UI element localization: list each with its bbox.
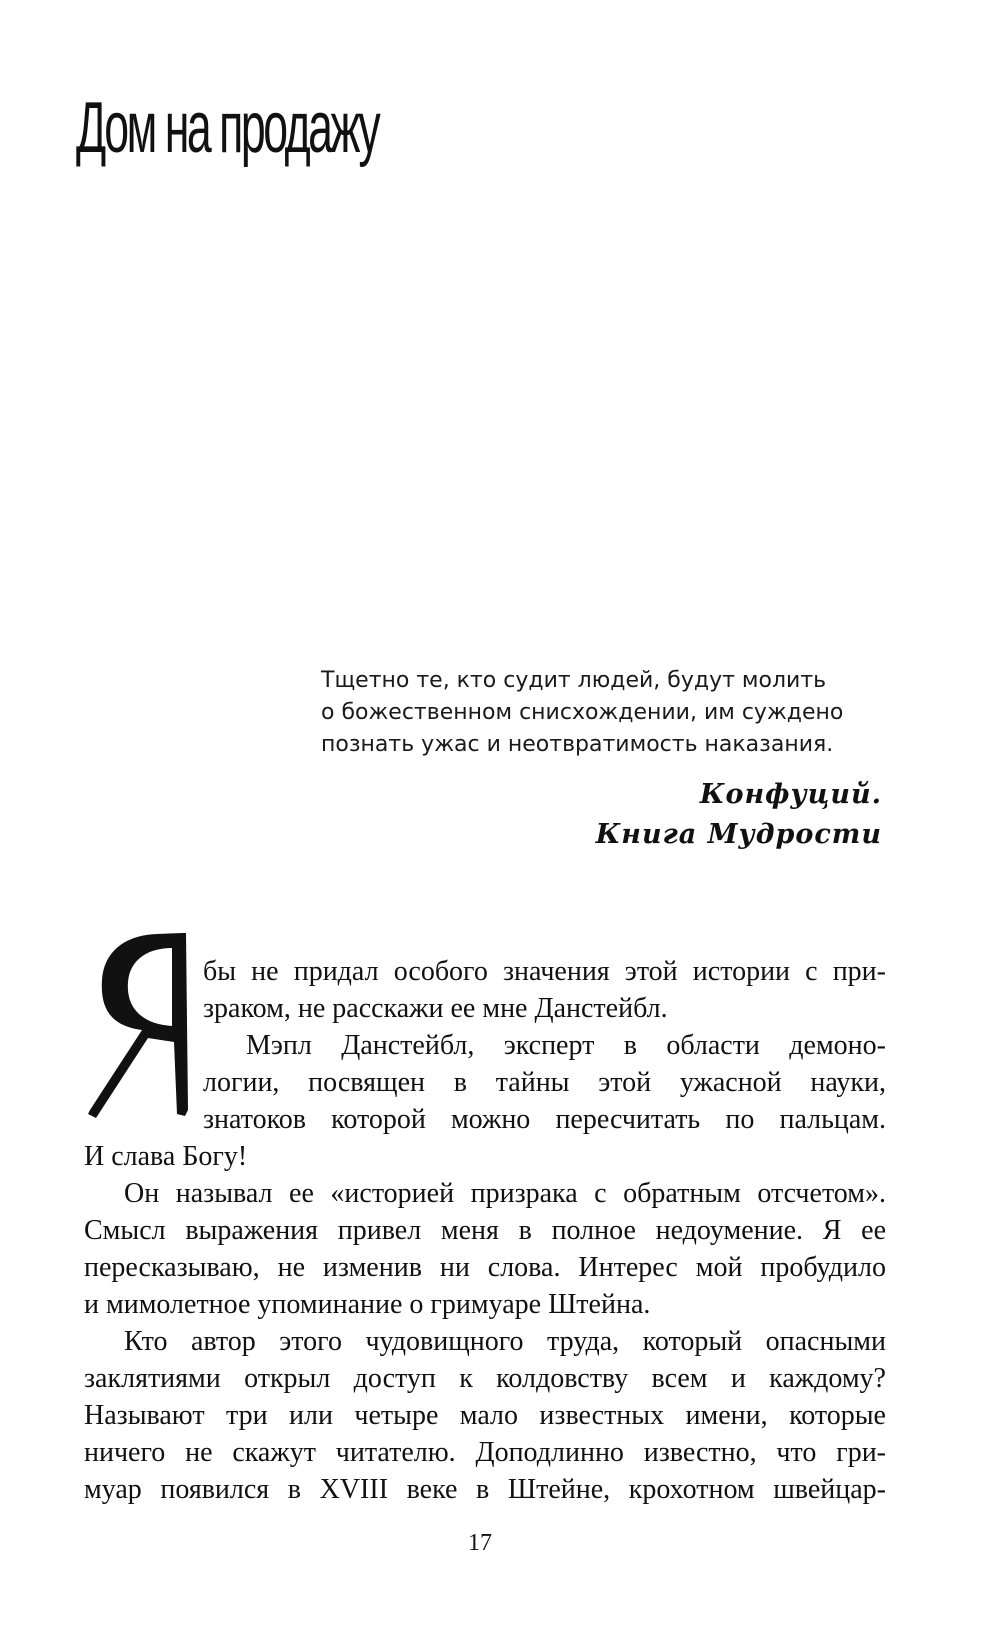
epigraph-line: Тщетно те, кто судит людей, будут молить [321,668,827,693]
text-line: заклятиями открыл доступ к колдовству всем и каждому? [84,1363,886,1394]
text-line: И слава Богу! [84,1141,248,1172]
text-line: бы не придал особого значения этой истории с при- [203,956,886,987]
text-line: Называют три или четыре мало известных имени, которые [84,1400,886,1431]
chapter-title: Дом на продажу [76,88,379,168]
text-line: Кто автор этого чудовищного труда, который опасными [124,1326,886,1357]
epigraph-attribution [596,775,882,855]
page-number: 17 [468,1530,492,1556]
attribution-author: Конфуций. [699,779,882,810]
epigraph [321,665,901,761]
text-line: логии, посвящен в тайны этой ужасной науки, [203,1067,886,1098]
text-line: Смысл выражения привел меня в полное недоумение. Я ее [84,1215,886,1246]
text-line: знатоков которой можно пересчитать по пальцам. [203,1104,886,1135]
text-line: ничего не скажут читателю. Доподлинно известно, что гри- [84,1437,886,1468]
text-line: Мэпл Данстейбл, эксперт в области демоно- [246,1030,886,1061]
text-line: зраком, не расскажи ее мне Данстейбл. [203,993,668,1024]
text-line: Он называл ее «историей призрака с обратным отсчетом». [124,1178,886,1209]
text-line: и мимолетное упоминание о гримуаре Штейна. [84,1289,651,1320]
epigraph-line: познать ужас и неотвратимость наказания. [321,732,834,757]
text-line: пересказываю, не изменив ни слова. Интерес мой пробудило [84,1252,886,1283]
text-line: муар появился в XVIII веке в Штейне, крохотном швейцар- [84,1474,886,1505]
epigraph-line: о божественном снисхождении, им суждено [321,700,844,725]
attribution-source: Книга Мудрости [595,819,882,850]
drop-cap [82,930,194,1118]
